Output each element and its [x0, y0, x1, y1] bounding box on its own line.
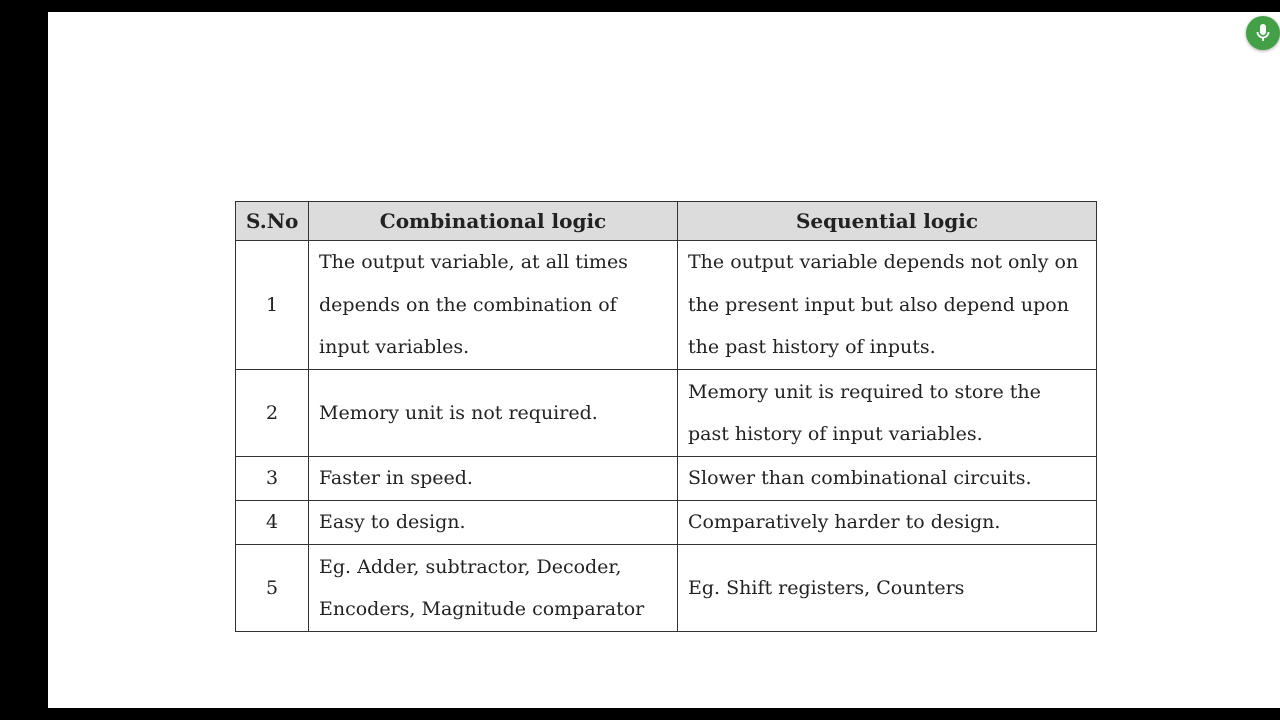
sno-cell: 2: [236, 370, 309, 457]
combinational-cell: Faster in speed.: [309, 457, 678, 501]
sequential-cell: Comparatively harder to design.: [678, 501, 1097, 545]
combinational-cell: Eg. Adder, subtractor, Decoder, Encoders, Magnitude comparator: [309, 545, 678, 632]
microphone-button[interactable]: [1246, 16, 1280, 50]
table-row: [236, 501, 1097, 545]
sno-cell: 5: [236, 545, 309, 632]
combinational-cell: Memory unit is not required.: [309, 370, 678, 457]
sequential-cell: Memory unit is required to store the past history of input variables.: [678, 370, 1097, 457]
combinational-cell: Easy to design.: [309, 501, 678, 545]
sno-cell: 1: [236, 241, 309, 370]
sequential-cell: The output variable depends not only on the present input but also depend upon the past history of inputs.: [678, 241, 1097, 370]
combinational-cell: The output variable, at all times depends on the combination of input variables.: [309, 241, 678, 370]
header-combinational: Combinational logic: [309, 202, 678, 241]
microphone-icon: [1255, 23, 1271, 43]
table-header-row: [236, 202, 1097, 241]
sequential-cell: Eg. Shift registers, Counters: [678, 545, 1097, 632]
sno-cell: 4: [236, 501, 309, 545]
table-row: [236, 241, 1097, 370]
table-row: [236, 370, 1097, 457]
comparison-table: [235, 201, 1097, 632]
header-sno: S.No: [236, 202, 309, 241]
table-row: [236, 545, 1097, 632]
header-sequential: Sequential logic: [678, 202, 1097, 241]
sno-cell: 3: [236, 457, 309, 501]
sequential-cell: Slower than combinational circuits.: [678, 457, 1097, 501]
table-row: [236, 457, 1097, 501]
